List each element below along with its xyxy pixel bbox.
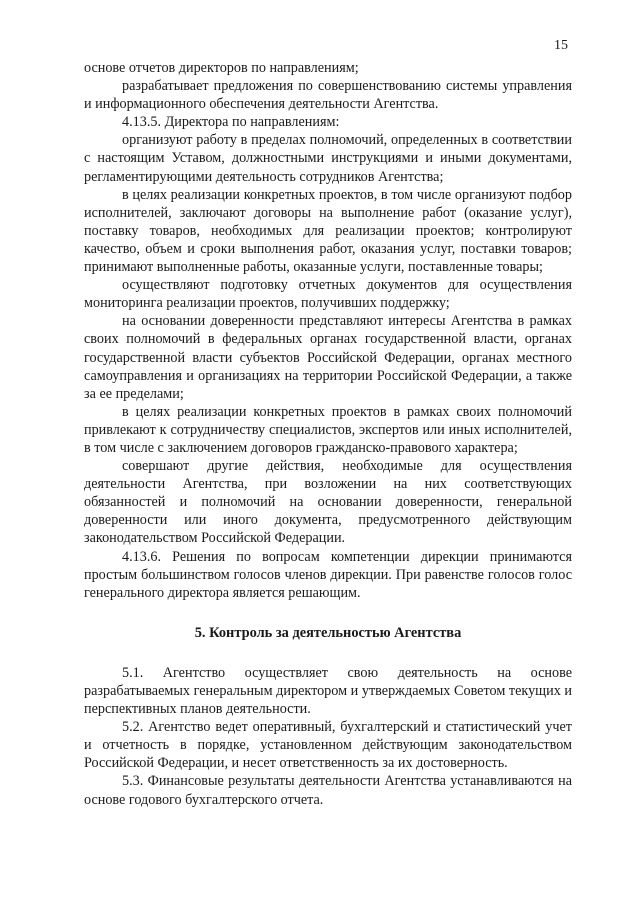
paragraph: разрабатывает предложения по совершенствованию системы управления и информационного обеспечения деятельности Агентства. [84, 78, 572, 113]
section-heading: 5. Контроль за деятельностью Агентства [194, 624, 462, 641]
paragraph: 5.3. Финансовые результаты деятельности Агентства устанавливаются на основе годового бухгалтерского отчета. [84, 773, 572, 808]
paragraph: 4.13.6. Решения по вопросам компетенции дирекции принимаются простым большинством голосов членов дирекции. При равенстве голосов голос генерального директора является решающим. [84, 548, 572, 601]
paragraph: совершают другие действия, необходимые для осуществления деятельности Агентства, при возложении на них соответствующих обязанностей и полномочий на основании доверенности, генеральной доверенности или иного документа, предусмотренного действующим законодательством Российской Федерации. [84, 458, 572, 547]
page-number: 15 [554, 38, 568, 53]
paragraph: организуют работу в пределах полномочий, определенных в соответствии с настоящим Уставом, должностными инструкциями и иными документами, регламентирующими деятельность сотрудников Агентства; [84, 132, 572, 185]
paragraph: 5.2. Агентство ведет оперативный, бухгалтерский и статистический учет и отчетность в порядке, установленном действующим законодательством Российской Федерации, и несет ответственность за их достоверность. [84, 719, 572, 772]
paragraph: в целях реализации конкретных проектов, в том числе организуют подбор исполнителей, заключают договоры на выполнение работ (оказание услуг), поставку товаров, необходимых для реализации проектов; контролируют качество, объем и сроки выполнения работ, оказания услуг, поставки товаров; принимают выполненные работы, оказанные услуги, поставленные товары; [84, 186, 572, 276]
paragraph: на основании доверенности представляют интересы Агентства в рамках своих полномочий в федеральных органах государственной власти, органах государственной власти субъектов Российской Федерации, органах местного самоуправления и организациях на территории Российской Федерации, а также за ее пределами; [84, 313, 572, 402]
clause-heading: 4.13.5. Директора по направлениям: [122, 114, 340, 131]
paragraph: 5.1. Агентство осуществляет свою деятельность на основе разрабатываемых генеральным директором и утверждаемых Советом текущих и перспективных планов деятельности. [84, 664, 572, 718]
paragraph: основе отчетов директоров по направлениям; [84, 60, 359, 76]
paragraph: в целях реализации конкретных проектов в рамках своих полномочий привлекают к сотрудничеству специалистов, экспертов или иных исполнителей, в том числе с заключением договоров гражданско-правового характера; [84, 403, 572, 456]
document-body [84, 59, 572, 809]
paragraph: осуществляют подготовку отчетных документов для осуществления мониторинга реализации проектов, получивших поддержку; [84, 277, 572, 312]
